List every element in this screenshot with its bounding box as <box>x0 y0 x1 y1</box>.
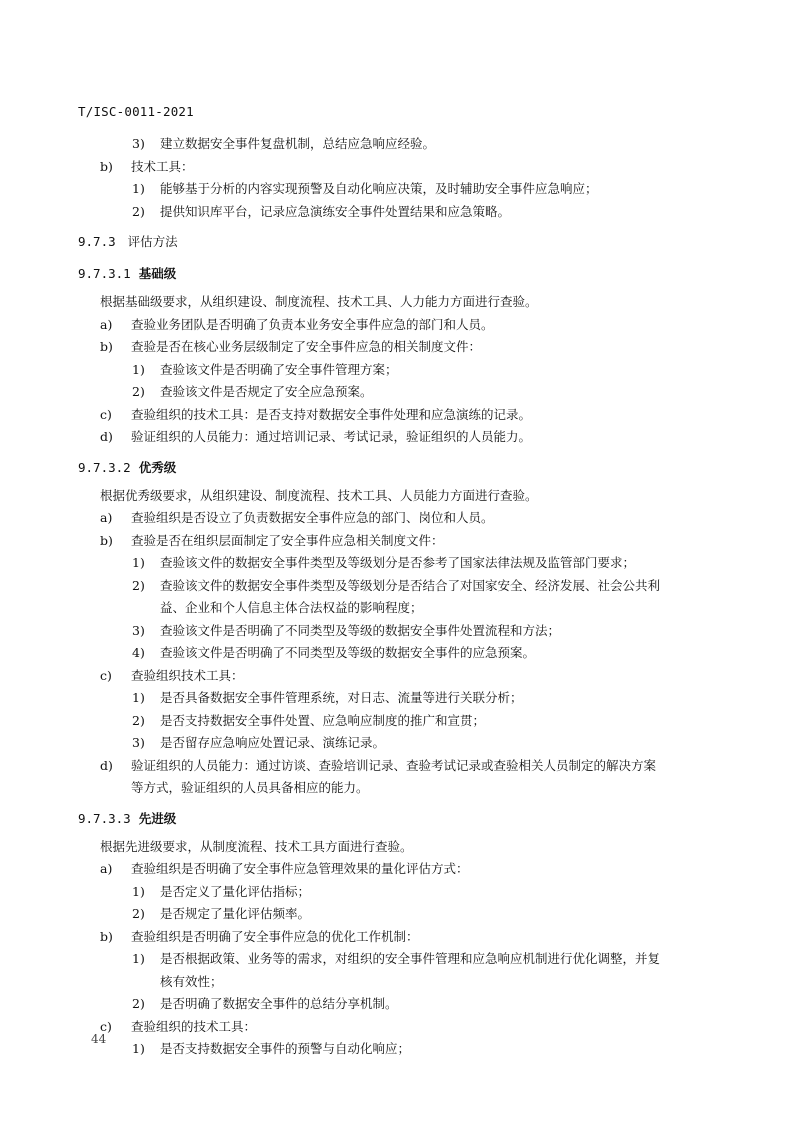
list-item: b) 查验是否在核心业务层级制定了安全事件应急的相关制度文件： <box>100 339 482 354</box>
section-heading-9-7-3: 9.7.3 评估方法 <box>78 234 178 249</box>
list-item: 1) 是否支持数据安全事件的预警与自动化响应； <box>132 1041 411 1056</box>
list-item: 2) 提供知识库平台，记录应急演练安全事件处置结果和应急策略。 <box>132 203 511 219</box>
list-item: 2) 是否支持数据安全事件处置、应急响应制度的推广和宣贯； <box>132 712 486 728</box>
paragraph: 根据基础级要求，从组织建设、制度流程、技术工具、人力能力方面进行查验。 <box>100 294 538 309</box>
document-code: T/ISC-0011-2021 <box>78 104 194 119</box>
list-item: 1) 查验该文件的数据安全事件类型及等级划分是否参考了国家法律法规及监管部门要求； <box>132 555 636 570</box>
section-heading-9-7-3-2: 9.7.3.2 优秀级 <box>78 459 177 475</box>
list-item: b) 查验组织是否明确了安全事件应急的优化工作机制： <box>100 928 419 944</box>
paragraph: 根据先进级要求，从制度流程、技术工具方面进行查验。 <box>100 838 413 854</box>
list-item: d) 验证组织的人员能力：通过访谈、查验培训记录、查验考试记录或查验相关人员制定的解决方案 <box>100 757 657 773</box>
list-item: a) 查验组织是否明确了安全事件应急管理效果的量化评估方式： <box>100 861 469 876</box>
list-item: a) 查验组织是否设立了负责数据安全事件应急的部门、岗位和人员。 <box>100 510 494 525</box>
list-item-continuation: 等方式，验证组织的人员具备相应的能力。 <box>131 780 369 795</box>
page-number: 44 <box>91 1032 107 1046</box>
list-item: 2) 查验该文件是否规定了安全应急预案。 <box>132 384 373 399</box>
list-item: b) 技术工具： <box>100 158 194 174</box>
list-item: d) 验证组织的人员能力：通过培训记录、考试记录，验证组织的人员能力。 <box>100 429 532 444</box>
list-item: c) 查验组织的技术工具：是否支持对数据安全事件处理和应急演练的记录。 <box>100 406 532 422</box>
list-item: 3) 查验该文件是否明确了不同类型及等级的数据安全事件处置流程和方法； <box>132 622 561 638</box>
list-item: 1) 是否具备数据安全事件管理系统，对日志、流量等进行关联分析； <box>132 690 523 705</box>
list-item-continuation: 核有效性； <box>160 973 223 989</box>
list-item: 1) 是否定义了量化评估指标； <box>132 883 311 899</box>
list-item: c) 查验组织的技术工具： <box>100 1018 257 1034</box>
list-item: 4) 查验该文件是否明确了不同类型及等级的数据安全事件的应急预案。 <box>132 645 536 660</box>
list-item: 3) 是否留存应急响应处置记录、演练记录。 <box>132 735 386 750</box>
list-item: 1) 能够基于分析的内容实现预警及自动化响应决策，及时辅助安全事件应急响应； <box>132 181 598 196</box>
list-item: 3) 建立数据安全事件复盘机制，总结应急响应经验。 <box>132 136 436 151</box>
paragraph: 根据优秀级要求，从组织建设、制度流程、技术工具、人员能力方面进行查验。 <box>100 487 538 503</box>
list-item: a) 查验业务团队是否明确了负责本业务安全事件应急的部门和人员。 <box>100 316 494 332</box>
list-item: 2) 查验该文件的数据安全事件类型及等级划分是否结合了对国家安全、经济发展、社会公共利 <box>132 577 661 593</box>
list-item: 2) 是否明确了数据安全事件的总结分享机制。 <box>132 996 398 1011</box>
list-item: c) 查验组织技术工具： <box>100 667 244 683</box>
page-body <box>78 133 728 1061</box>
section-heading-9-7-3-1: 9.7.3.1 基础级 <box>78 266 177 281</box>
section-heading-9-7-3-3: 9.7.3.3 先进级 <box>78 810 177 826</box>
list-item: 2) 是否规定了量化评估频率。 <box>132 906 311 921</box>
list-item-continuation: 益、企业和个人信息主体合法权益的影响程度； <box>160 600 423 615</box>
list-item: 1) 是否根据政策、业务等的需求，对组织的安全事件管理和应急响应机制进行优化调整，并复 <box>132 951 661 966</box>
list-item: b) 查验是否在组织层面制定了安全事件应急相关制度文件： <box>100 532 444 548</box>
list-item: 1) 查验该文件是否明确了安全事件管理方案； <box>132 361 398 377</box>
